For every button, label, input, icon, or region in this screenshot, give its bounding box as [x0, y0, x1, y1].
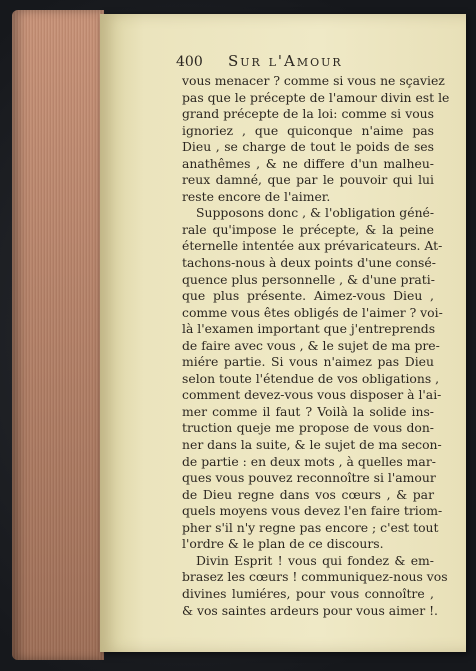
text-line: tachons-nous à deux points d'une consé-: [182, 255, 436, 271]
text-line: grand précepte de la loi: comme si vous: [182, 106, 434, 122]
page-edges: [12, 10, 104, 660]
text-line: brasez les cœurs ! communiquez-nous vos: [182, 569, 448, 585]
text-line: ner dans la suite, & le sujet de ma secon-: [182, 437, 442, 453]
text-line: divines lumiéres, pour vous connoître ,: [182, 585, 434, 601]
body-text: [182, 73, 450, 619]
text-line: l'ordre & le plan de ce discours.: [182, 536, 384, 552]
text-line: truction queje me propose de vous don-: [182, 420, 434, 436]
text-line: miére partie. Si vous n'aimez pas Dieu: [182, 354, 434, 370]
page-number: 400: [176, 54, 203, 70]
text-line: quence plus personnelle , & d'une prati-: [182, 271, 435, 287]
text-line: pas que le précepte de l'amour divin est le: [182, 89, 450, 105]
text-line: mer comme il faut ? Voilà la solide ins-: [182, 403, 434, 419]
text-line: reux damné, que par le pouvoir qui lui: [182, 172, 434, 188]
text-line: de partie : en deux mots , à quelles mar-: [182, 453, 436, 469]
text-line: éternelle intentée aux prévaricateurs. At-: [182, 238, 443, 254]
text-line: ques vous pouvez reconnoître si l'amour: [182, 470, 436, 486]
text-line: & vos saintes ardeurs pour vous aimer !.: [182, 602, 438, 618]
text-line: pher s'il n'y regne pas encore ; c'est tout: [182, 519, 439, 535]
text-line: comme vous êtes obligés de l'aimer ? voi-: [182, 304, 443, 320]
text-line: selon toute l'étendue de vos obligations ,: [182, 370, 440, 386]
text-line: Dieu , se charge de tout le poids de ses: [182, 139, 434, 155]
text-line: de faire avec vous , & le sujet de ma pre-: [182, 337, 440, 353]
text-line: là l'examen important que j'entreprends: [182, 321, 436, 337]
text-line: de Dieu regne dans vos cœurs , & par: [182, 486, 434, 502]
running-title: Sur l'Amour: [228, 52, 343, 70]
text-line: Divin Esprit ! vous qui fondez & em-: [196, 552, 434, 568]
text-line: comment devez-vous vous disposer à l'ai-: [182, 387, 442, 403]
text-line: quels moyens vous devez l'en faire triom-: [182, 503, 443, 519]
text-line: Supposons donc , & l'obligation géné-: [196, 205, 435, 221]
text-line: ignoriez , que quiconque n'aime pas: [182, 122, 434, 138]
text-line: anathêmes , & ne differe d'un malheu-: [182, 155, 434, 171]
text-line: vous menacer ? comme si vous ne sçaviez: [182, 73, 445, 88]
text-line: que plus présente. Aimez-vous Dieu ,: [182, 288, 434, 304]
page-header: [176, 52, 436, 72]
text-line: rale qu'impose le précepte, & la peine: [182, 221, 434, 237]
text-line: reste encore de l'aimer.: [182, 188, 331, 204]
